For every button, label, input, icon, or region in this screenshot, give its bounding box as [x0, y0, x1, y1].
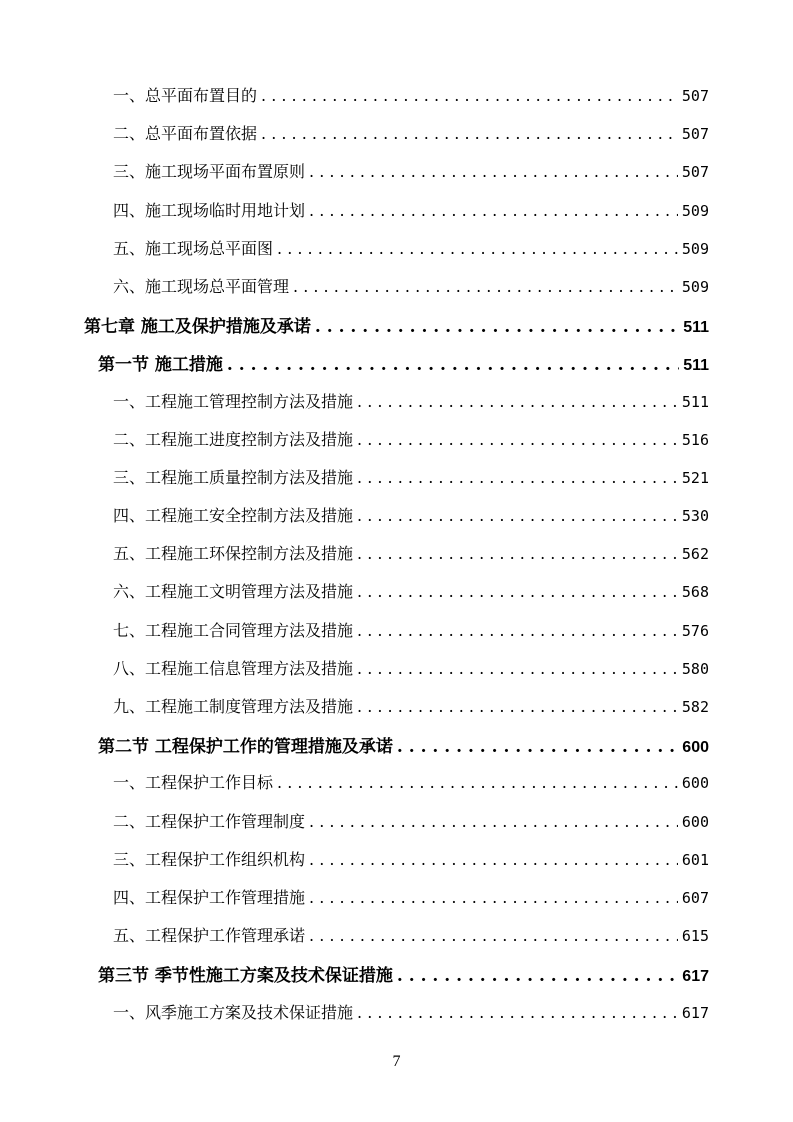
toc-entry[interactable] — [0, 274, 793, 312]
toc-entry[interactable] — [0, 198, 793, 236]
toc-section-title: 第二节 工程保护工作的管理措施及承诺 — [98, 737, 393, 758]
dot-leader — [357, 544, 678, 563]
toc-entry-page: 582 — [681, 698, 709, 716]
toc-entry-title: 四、施工现场临时用地计划 — [113, 200, 306, 220]
dot-leader — [309, 926, 678, 945]
toc-entry-page: 600 — [681, 774, 709, 793]
toc-section-page: 511 — [683, 357, 709, 375]
dot-leader — [315, 317, 679, 337]
toc-entry[interactable] — [0, 1000, 793, 1038]
toc-entry-title: 五、工程施工环保控制方法及措施 — [113, 544, 354, 564]
toc-entry[interactable] — [0, 427, 793, 465]
toc-entry-title: 四、工程施工安全控制方法及措施 — [113, 506, 354, 526]
toc-entry-page: 617 — [681, 1003, 709, 1022]
toc-entry-title: 三、工程保护工作组织机构 — [113, 849, 306, 869]
toc-entry-page: 507 — [681, 125, 709, 144]
dot-leader — [309, 850, 678, 869]
toc-entry[interactable] — [0, 809, 793, 847]
toc-entry-page: 507 — [681, 87, 709, 105]
toc-entry-title: 四、工程保护工作管理措施 — [113, 887, 306, 907]
toc-entry-title: 六、施工现场总平面管理 — [113, 276, 290, 296]
dot-leader — [357, 621, 678, 640]
dot-leader — [397, 737, 678, 757]
toc-entry-page: 607 — [681, 888, 709, 907]
toc-entry-page: 507 — [681, 163, 709, 182]
toc-entry-title: 七、工程施工合同管理方法及措施 — [113, 620, 354, 640]
dot-leader — [277, 239, 678, 258]
dot-leader — [277, 773, 678, 792]
toc-entry-title: 三、施工现场平面布置原则 — [113, 162, 306, 182]
toc-entry-page: 600 — [681, 812, 709, 831]
toc-entry-title: 九、工程施工制度管理方法及措施 — [113, 697, 354, 716]
dot-leader — [261, 86, 678, 105]
toc-entry-title: 一、工程施工管理控制方法及措施 — [113, 391, 354, 411]
toc-chapter-title: 第七章 施工及保护措施及承诺 — [84, 317, 311, 338]
table-of-contents — [0, 83, 793, 1038]
toc-entry[interactable] — [0, 923, 793, 961]
toc-entry-page: 516 — [681, 430, 709, 449]
toc-entry-title: 一、风季施工方案及技术保证措施 — [113, 1002, 354, 1022]
toc-entry-title: 五、施工现场总平面图 — [113, 238, 274, 258]
toc-section-title: 第三节 季节性施工方案及技术保证措施 — [98, 966, 393, 987]
toc-entry-page: 580 — [681, 659, 709, 678]
toc-section-page: 600 — [682, 739, 709, 757]
toc-entry-title: 一、工程保护工作目标 — [113, 773, 274, 793]
toc-entry-page: 562 — [681, 545, 709, 564]
toc-section[interactable] — [0, 732, 793, 770]
toc-section[interactable] — [0, 350, 793, 388]
toc-entry-title: 五、工程保护工作管理承诺 — [113, 926, 306, 946]
dot-leader — [357, 506, 678, 525]
dot-leader — [309, 888, 678, 907]
toc-entry-title: 三、工程施工质量控制方法及措施 — [113, 467, 354, 487]
toc-section-page: 617 — [682, 968, 709, 986]
dot-leader — [397, 966, 678, 986]
toc-entry[interactable] — [0, 694, 793, 732]
dot-leader — [293, 277, 678, 296]
toc-entry[interactable] — [0, 389, 793, 427]
toc-entry-page: 509 — [681, 277, 709, 296]
dot-leader — [357, 582, 678, 601]
toc-entry-title: 六、工程施工文明管理方法及措施 — [113, 582, 354, 602]
toc-entry-page: 509 — [681, 201, 709, 220]
toc-entry-title: 八、工程施工信息管理方法及措施 — [113, 658, 354, 678]
dot-leader — [357, 659, 678, 678]
toc-entry-page: 511 — [681, 392, 709, 411]
toc-entry-page: 521 — [681, 468, 709, 487]
toc-chapter-page: 511 — [683, 319, 709, 337]
dot-leader — [309, 162, 678, 181]
toc-entry-page: 615 — [681, 927, 709, 946]
toc-entry[interactable] — [0, 159, 793, 197]
toc-entry[interactable] — [0, 83, 793, 121]
toc-entry-title: 二、工程保护工作管理制度 — [113, 811, 306, 831]
dot-leader — [357, 468, 678, 487]
toc-entry[interactable] — [0, 579, 793, 617]
toc-entry[interactable] — [0, 236, 793, 274]
dot-leader — [227, 355, 679, 375]
toc-entry[interactable] — [0, 121, 793, 159]
toc-entry-page: 601 — [681, 850, 709, 869]
toc-entry-title: 二、总平面布置依据 — [113, 124, 258, 144]
toc-entry-page: 568 — [681, 583, 709, 602]
toc-entry-title: 一、总平面布置目的 — [113, 86, 258, 105]
toc-entry-page: 509 — [681, 239, 709, 258]
dot-leader — [357, 392, 678, 411]
toc-entry-page: 530 — [681, 507, 709, 526]
dot-leader — [309, 201, 678, 220]
toc-section-title: 第一节 施工措施 — [98, 355, 223, 376]
dot-leader — [357, 430, 678, 449]
page-number: 7 — [392, 1053, 401, 1070]
dot-leader — [309, 812, 678, 831]
toc-entry-page: 576 — [681, 621, 709, 640]
toc-chapter[interactable] — [0, 312, 793, 350]
toc-entry[interactable] — [0, 770, 793, 808]
toc-entry[interactable] — [0, 618, 793, 656]
toc-entry-title: 二、工程施工进度控制方法及措施 — [113, 429, 354, 449]
toc-entry[interactable] — [0, 656, 793, 694]
toc-section[interactable] — [0, 961, 793, 999]
toc-entry[interactable] — [0, 465, 793, 503]
dot-leader — [261, 124, 678, 143]
toc-entry[interactable] — [0, 503, 793, 541]
dot-leader — [357, 1003, 678, 1022]
toc-entry[interactable] — [0, 847, 793, 885]
dot-leader — [357, 697, 678, 716]
toc-entry[interactable] — [0, 885, 793, 923]
toc-entry[interactable] — [0, 541, 793, 579]
